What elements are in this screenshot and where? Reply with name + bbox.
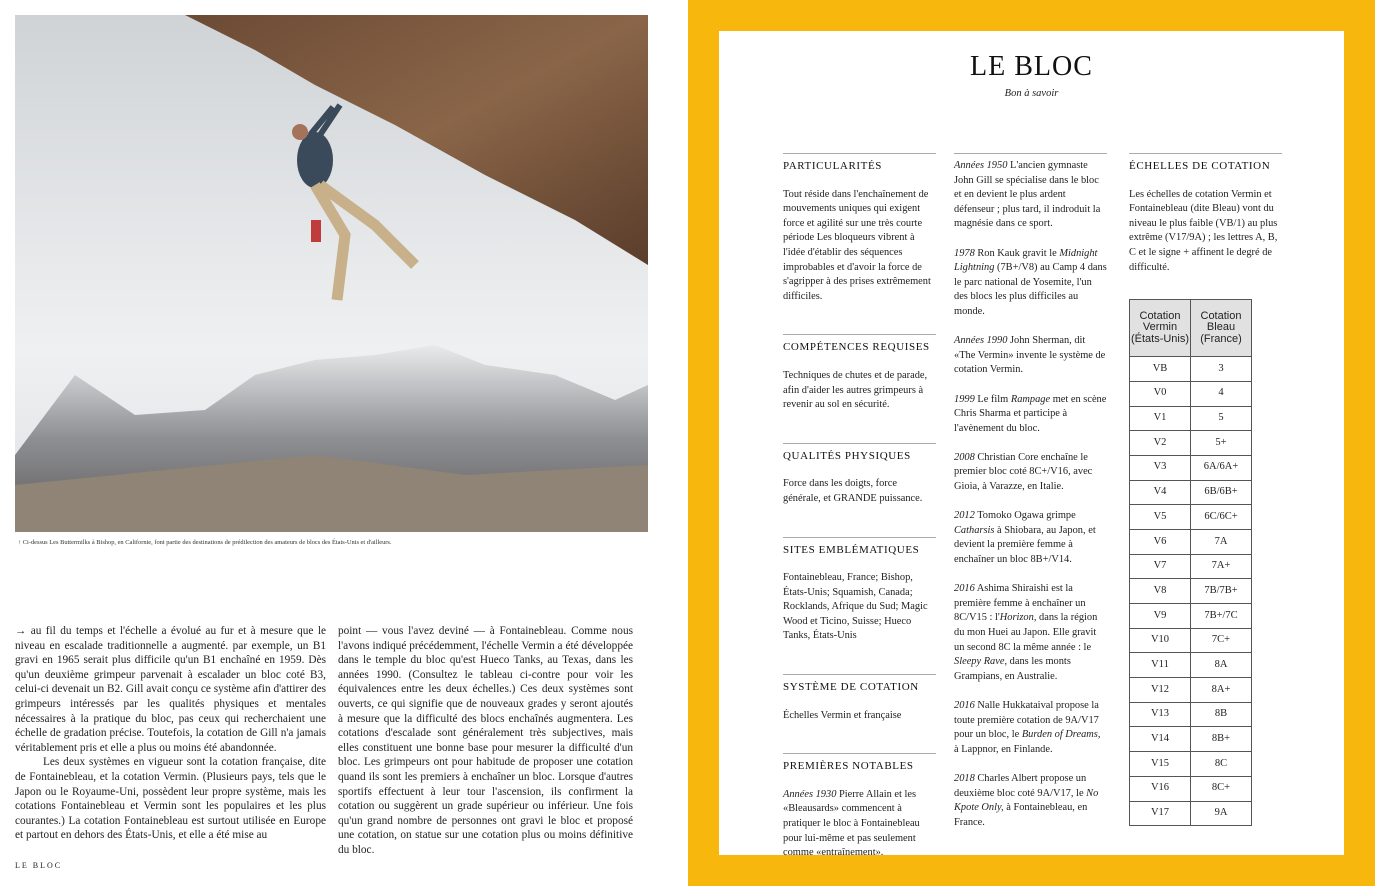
panel-title: LE BLOC: [970, 51, 1093, 82]
timeline-text: L'ancien gymnaste John Gill se spécialise dans le bloc et en devient le plus ardent défenseur ; plus tard, il indroduit la magnésie dans ce sport.: [954, 160, 1101, 230]
vermin-grade: V2: [1130, 431, 1191, 456]
timeline-text: Burden of Dreams: [1021, 729, 1098, 741]
vermin-grade: V14: [1130, 727, 1191, 752]
vermin-grade: V8: [1130, 579, 1191, 604]
timeline-entry: [954, 334, 1107, 378]
grade-table: [1129, 299, 1252, 826]
timeline-text: 2016: [954, 699, 975, 711]
section: [783, 153, 936, 304]
timeline-text: 2008: [954, 451, 975, 463]
timeline-text: Ron Kauk gravit le: [974, 247, 1060, 259]
timeline-entry: [954, 582, 1107, 684]
timeline-text: 2012: [954, 510, 975, 522]
section-text: Force dans les doigts, force générale, et GRANDE puissance.: [783, 478, 923, 504]
table-row: [1130, 505, 1252, 530]
timeline-text: 1978: [954, 247, 975, 259]
section-heading: SITES EMBLÉMATIQUES: [783, 543, 920, 556]
vermin-grade: V10: [1130, 628, 1191, 653]
vermin-grade: V1: [1130, 406, 1191, 431]
timeline-text: , dans les monts Grampians, en Australie.: [954, 656, 1071, 682]
vermin-grade: V4: [1130, 480, 1191, 505]
section-text: Tout réside dans l'enchaînement de mouvements uniques qui exigent force et agilité sur une très courte période Les bloqueurs vibrent à l'idée d'établir des séquences improbables et d'avoir la force de s'agripper à des prises extrêmement difficiles.: [783, 188, 931, 302]
vermin-grade: V16: [1130, 776, 1191, 801]
timeline-entry: [954, 247, 1107, 320]
arrow-up-icon: ↑: [18, 539, 23, 546]
section-heading: PREMIÈRES NOTABLES: [783, 760, 914, 773]
timeline-text: 2016: [954, 583, 975, 595]
bleau-grade: 5+: [1191, 431, 1252, 456]
timeline-entry: [954, 509, 1107, 567]
timeline-text: Ashima Shiraishi est la première femme à enchaîner un 8C/V15 : l': [954, 583, 1086, 624]
timeline-text: Années 1930: [783, 788, 837, 800]
timeline-text: Pierre Allain et les «Bleausards» commencent à pratiquer le bloc à Fontainebleau pour lui-même et pas seulement comme «entraînement».: [783, 788, 920, 859]
scales-column: [1129, 153, 1282, 826]
table-header: Cotation Vermin (États-Unis): [1130, 300, 1191, 357]
section: [783, 674, 936, 723]
timeline-text: , dans la région du mon Huei au Japon. Elle gravit un second 8C la même année : le: [954, 612, 1098, 653]
body-column-1: [15, 624, 326, 843]
bleau-grade: 6A/6A+: [1191, 455, 1252, 480]
vermin-grade: V11: [1130, 653, 1191, 678]
section-heading: PARTICULARITÉS: [783, 160, 883, 172]
bleau-grade: 4: [1191, 381, 1252, 406]
timeline-entry: [954, 451, 1107, 495]
vermin-grade: V6: [1130, 529, 1191, 554]
timeline-text: Sleepy Rave: [954, 656, 1005, 668]
table-row: [1130, 702, 1252, 727]
table-row: [1130, 529, 1252, 554]
timeline-entry: [954, 159, 1107, 232]
bleau-grade: 7A: [1191, 529, 1252, 554]
paragraph: → au fil du temps et l'échelle a évolué au fur et à mesure que le niveau en escalade traditionnelle a augmenté. par exemple, un B1 gravi en 1965 serait plus difficile qu'un B1 enchaîné en 1959. Dès qu'un deuxième grimpeur parvenait à escalader un bloc coté B3, celui-ci devenait un B2. Gill avait conçu ce système afin d'attirer des grimpeurs intéressés par les qualités physiques et mentales nécessaires à la pratique du bloc, pas ceux qui recherchaient une échelle de gradation précise. Toutefois, la cotation de Gill n'a jamais véritablement pris et elle a plus ou moins été abandonnée.: [15, 625, 326, 754]
vermin-grade: V15: [1130, 752, 1191, 777]
timeline-column: [954, 153, 1107, 845]
bleau-grade: 7C+: [1191, 628, 1252, 653]
facts-column: [783, 153, 936, 891]
bleau-grade: 8B+: [1191, 727, 1252, 752]
vermin-grade: V7: [1130, 554, 1191, 579]
timeline-text: à Shiobara, au Japon, et devient la première femme à enchaîner un bloc 8B+/V14.: [954, 524, 1096, 566]
vermin-grade: V0: [1130, 381, 1191, 406]
bleau-grade: 6C/6C+: [1191, 505, 1252, 530]
section-text: Échelles Vermin et française: [783, 709, 902, 721]
table-row: [1130, 357, 1252, 382]
timeline-text: Catharsis: [954, 524, 995, 536]
timeline-text: Midnight Lightning: [954, 247, 1098, 274]
table-row: [1130, 727, 1252, 752]
bleau-grade: 8B: [1191, 702, 1252, 727]
vermin-grade: V13: [1130, 702, 1191, 727]
vermin-grade: V5: [1130, 505, 1191, 530]
table-row: [1130, 406, 1252, 431]
photo-caption: ↑ Ci-dessus Les Buttermilks à Bishop, en Californie, font partie des destinations de prédilection des amateurs de blocs des États-Unis et d'ailleurs.: [18, 539, 392, 546]
timeline-text: No Kpote Only,: [954, 787, 1099, 814]
timeline-text: Années 1950: [954, 160, 1008, 171]
timeline-entry: [954, 393, 1107, 437]
timeline-entry: [783, 788, 936, 861]
timeline-text: à Fontainebleau, en France.: [954, 802, 1088, 828]
section-text: Fontainebleau, France; Bishop, États-Unis; Squamish, Canada; Rocklands, Afrique du Sud; Magic Wood et Ticino, Suisse; Hueco Tanks, États-Unis: [783, 572, 928, 642]
section: [783, 334, 936, 412]
section-heading: COMPÉTENCES REQUISES: [783, 341, 930, 354]
timeline-entry: [954, 699, 1107, 757]
timeline-text: Christian Core enchaîne le premier bloc coté 8C+/V16, avec Gioia, à Varazze, en Italie.: [954, 451, 1093, 493]
bleau-grade: 8A: [1191, 653, 1252, 678]
section: [783, 537, 936, 645]
section: [783, 443, 936, 507]
table-row: [1130, 431, 1252, 456]
section-heading: ÉCHELLES DE COTATION: [1129, 160, 1271, 172]
section: [783, 753, 936, 861]
page-footer: LE BLOC: [15, 861, 63, 870]
bleau-grade: 5: [1191, 406, 1252, 431]
timeline-text: Tomoko Ogawa grimpe: [974, 510, 1076, 522]
vermin-grade: V17: [1130, 801, 1191, 826]
timeline-text: Charles Albert propose un deuxième bloc coté 9A/V17, le: [954, 772, 1087, 799]
info-panel: [719, 31, 1344, 859]
section-text: Les échelles de cotation Vermin et Fontainebleau (dite Bleau) vont du niveau le plus faible (VB/1) au plus extrême (V17/9A) ; les lettres A, B, C et le signe + affinent le degré de difficulté.: [1129, 188, 1278, 273]
table-row: [1130, 381, 1252, 406]
timeline-text: (7B+/V8) au Camp 4 dans le parc national de Yosemite, l'un des blocs les plus difficiles au monde.: [954, 262, 1107, 317]
timeline-text: , à Lappnor, en Finlande.: [954, 729, 1101, 755]
bleau-grade: 7A+: [1191, 554, 1252, 579]
timeline-text: Rampage: [1010, 393, 1051, 405]
paragraph: Les deux systèmes en vigueur sont la cotation française, dite de Fontainebleau, et la cotation Vermin. (Plusieurs pays, tels que le Japon ou le Royaume-Uni, possèdent leur propre système, mais les cotations Fontainebleau et Vermin sont les populaires et les plus courantes.) La cotation Fontainebleau est surtout utilisée en Europe et partout en dehors des États-Unis, et elle a été mise au: [15, 756, 326, 842]
timeline-text: Horizon: [999, 612, 1034, 624]
table-row: [1130, 678, 1252, 703]
bleau-grade: 6B/6B+: [1191, 480, 1252, 505]
bleau-grade: 8C: [1191, 752, 1252, 777]
timeline-text: Nalle Hukkataival propose la toute première cotation de 9A/V17 pour un bloc, le: [954, 699, 1099, 741]
table-header: Cotation Bleau (France): [1191, 300, 1252, 357]
timeline-text: 1999: [954, 393, 975, 405]
body-column-2: [338, 624, 633, 858]
panel-subtitle: Bon à savoir: [1004, 88, 1059, 99]
timeline-text: Années 1990: [954, 335, 1008, 347]
section-text: Techniques de chutes et de parade, afin d'aider les autres grimpeurs à revenir au sol en sécurité.: [783, 369, 928, 411]
vermin-grade: V12: [1130, 678, 1191, 703]
table-row: [1130, 480, 1252, 505]
table-row: [1130, 628, 1252, 653]
paragraph: point — vous l'avez deviné — à Fontainebleau. Comme nous l'avons indiqué précédemment, l'échelle Vermin a été développée dans le temple du bloc qu'est Hueco Tanks, au Texas, dans les années 1990. (Consultez le tableau ci-contre pour voir les équivalences entre les deux échelles.) Ces deux systèmes sont ouverts, ce qui signifie que de nouveaux grades y seront ajoutés à mesure que la difficulté des blocs enchaînés augmentera. Les cotations d'escalade sont généralement très subjectives, mais elles constituent une bonne base pour mesurer la difficulté d'un bloc. Les grimpeurs ont pour habitude de proposer une cotation quand ils sont les premiers à enchaîner un bloc. Lorsque d'autres sportifs effectuent à leur tour l'ascension, ils confirment la cotation ou suggèrent un grade supérieur ou inférieur. Une fois qu'un grand nombre de personnes ont gravi le bloc et proposé une cotation, on statue sur une cotation plus ou moins définitive du bloc.: [338, 625, 633, 856]
bleau-grade: 3: [1191, 357, 1252, 382]
table-row: [1130, 455, 1252, 480]
table-row: [1130, 653, 1252, 678]
table-row: [1130, 604, 1252, 629]
timeline-text: Le film: [974, 393, 1011, 405]
table-row: [1130, 776, 1252, 801]
timeline-text: 2018: [954, 772, 975, 784]
timeline-entry: [954, 772, 1107, 830]
bleau-grade: 8C+: [1191, 776, 1252, 801]
vermin-grade: V3: [1130, 455, 1191, 480]
timeline-text: John Sherman, dit «The Vermin» invente le système de cotation Vermin.: [954, 335, 1106, 376]
table-row: [1130, 579, 1252, 604]
bleau-grade: 7B/7B+: [1191, 579, 1252, 604]
vermin-grade: V9: [1130, 604, 1191, 629]
section-heading: QUALITÉS PHYSIQUES: [783, 449, 911, 462]
table-row: [1130, 801, 1252, 826]
climber-photo: [15, 15, 648, 532]
bleau-grade: 7B+/7C: [1191, 604, 1252, 629]
bleau-grade: 8A+: [1191, 678, 1252, 703]
table-row: [1130, 554, 1252, 579]
section-heading: SYSTÈME DE COTATION: [783, 681, 919, 694]
table-row: [1130, 752, 1252, 777]
bleau-grade: 9A: [1191, 801, 1252, 826]
vermin-grade: VB: [1130, 357, 1191, 382]
timeline-text: met en scène Chris Sharma et participe à l'avènement du bloc.: [954, 393, 1107, 434]
